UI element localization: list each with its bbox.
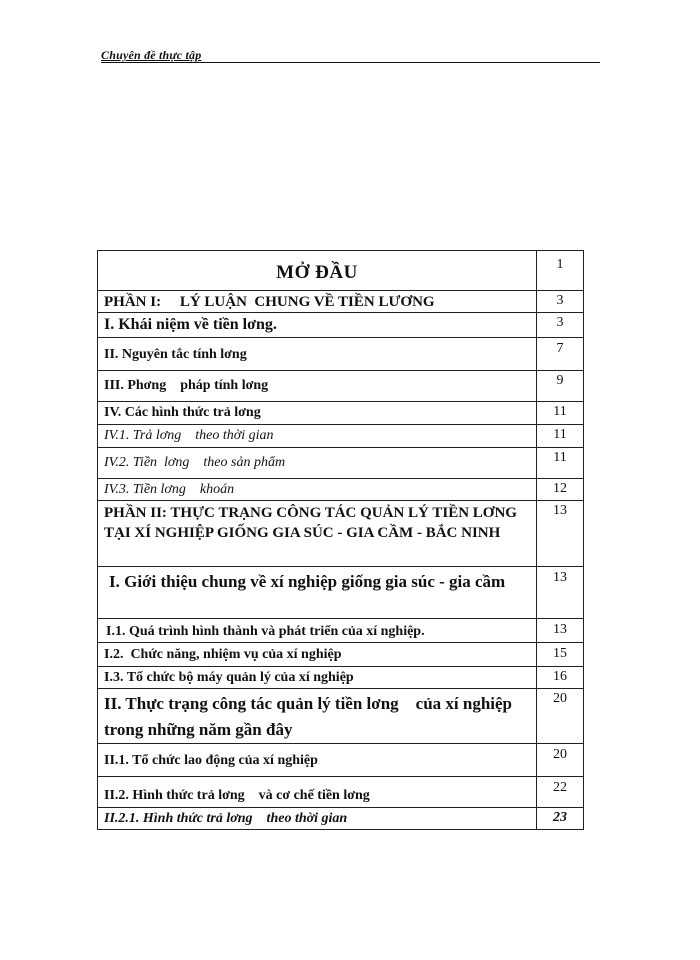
toc-title-cell	[98, 402, 537, 425]
toc-page-number: 11	[553, 404, 567, 419]
toc-page-cell	[537, 448, 584, 479]
toc-entry-title: I. Giới thiệu chung về xí nghiệp giống gia súc - gia cầm	[109, 572, 506, 591]
toc-page-cell	[537, 313, 584, 338]
toc-entry-title: IV.1. Trả lơng theo thời gian	[104, 428, 274, 443]
toc-row	[98, 643, 584, 667]
toc-page-number: 20	[553, 747, 567, 762]
toc-title-cell	[98, 744, 537, 777]
toc-row	[98, 777, 584, 808]
toc-page-cell	[537, 479, 584, 501]
toc-row	[98, 667, 584, 689]
toc-title-cell	[98, 448, 537, 479]
toc-entry-title: II. Nguyên tắc tính lơng	[104, 347, 247, 362]
toc-row	[98, 808, 584, 830]
toc-title-cell	[98, 338, 537, 371]
toc-page-cell	[537, 689, 584, 744]
toc-row	[98, 619, 584, 643]
toc-row	[98, 501, 584, 567]
toc-row	[98, 425, 584, 448]
toc-row	[98, 251, 584, 291]
toc-page-cell	[537, 291, 584, 313]
toc-entry-title: PHẦN II: THỰC TRẠNG CÔNG TÁC QUẢN LÝ TIỀN LƠNG TẠI XÍ NGHIỆP GIỐNG GIA SÚC - GIA CẦM - BẮC NINH	[104, 505, 532, 541]
toc-page-cell	[537, 777, 584, 808]
toc-row	[98, 291, 584, 313]
toc-page-number: 9	[556, 373, 564, 388]
toc-title-cell	[98, 689, 537, 744]
toc-page-cell	[537, 744, 584, 777]
toc-page-cell	[537, 402, 584, 425]
toc-page-cell	[537, 567, 584, 619]
toc-entry-title: MỞ ĐẦU	[276, 262, 358, 283]
toc-title-cell	[98, 777, 537, 808]
toc-entry-title: I.1. Quá trình hình thành và phát triển của xí nghiệp.	[106, 624, 425, 639]
toc-page-number: 12	[553, 481, 567, 496]
toc-entry-title: IV.2. Tiền lơng theo sản phẩm	[104, 455, 286, 470]
toc-page-cell	[537, 501, 584, 567]
toc-entry-title: III. Phơng pháp tính lơng	[104, 378, 269, 393]
toc-title-cell	[98, 667, 537, 689]
toc-entry-title: II.2.1. Hình thức trả lơng theo thời gian	[104, 811, 348, 826]
toc-title-cell	[98, 371, 537, 402]
toc-page-cell	[537, 425, 584, 448]
toc-page-cell	[537, 643, 584, 667]
toc-title-cell	[98, 567, 537, 619]
toc-entry-title: IV.3. Tiền lơng khoán	[104, 482, 235, 497]
toc-row	[98, 744, 584, 777]
toc-page-number: 3	[556, 293, 564, 308]
toc-row	[98, 338, 584, 371]
header-title: Chuyên đề thực tập	[101, 48, 202, 62]
toc-page-cell	[537, 667, 584, 689]
toc-page-number: 13	[553, 503, 567, 518]
toc-entry-title: II.1. Tổ chức lao động của xí nghiệp	[104, 753, 318, 768]
toc-page-number: 1	[556, 257, 564, 272]
toc-entry-title: II.2. Hình thức trả lơng và cơ chế tiền lơng	[104, 788, 370, 803]
toc-title-cell	[98, 808, 537, 830]
toc-row	[98, 689, 584, 744]
toc-page-number: 23	[553, 810, 567, 825]
toc-page-number: 22	[553, 780, 567, 795]
table-of-contents	[97, 250, 584, 830]
toc-title-cell	[98, 501, 537, 567]
toc-entry-title: PHẦN I: LÝ LUẬN CHUNG VỀ TIỀN LƯƠNG	[104, 294, 435, 310]
toc-row	[98, 313, 584, 338]
toc-page-number: 20	[553, 691, 567, 706]
toc-title-cell	[98, 479, 537, 501]
toc-entry-title: I.2. Chức năng, nhiệm vụ của xí nghiệp	[104, 647, 342, 662]
toc-page-cell	[537, 619, 584, 643]
toc-title-cell	[98, 619, 537, 643]
toc-page-number: 13	[553, 570, 567, 585]
toc-page-cell	[537, 338, 584, 371]
toc-title-cell	[98, 425, 537, 448]
toc-title-cell	[98, 313, 537, 338]
toc-page-number: 3	[556, 315, 564, 330]
toc-page-number: 13	[553, 622, 567, 637]
toc-page-number: 7	[556, 341, 564, 356]
toc-title-cell	[98, 291, 537, 313]
toc-page-cell	[537, 371, 584, 402]
toc-entry-title: I.3. Tổ chức bộ máy quản lý của xí nghiệp	[104, 670, 354, 685]
toc-page-number: 15	[553, 646, 567, 661]
toc-row	[98, 479, 584, 501]
toc-entry-title: I. Khái niệm về tiền lơng.	[104, 316, 277, 333]
toc-page-number: 16	[553, 669, 567, 684]
toc-row	[98, 567, 584, 619]
page-header	[101, 44, 600, 63]
toc-entry-title: II. Thực trạng công tác quản lý tiền lơng của xí nghiệp trong những năm gần đây	[104, 694, 517, 739]
toc-title-cell	[98, 643, 537, 667]
toc-title-cell	[98, 251, 537, 291]
toc-row	[98, 371, 584, 402]
toc-page-number: 11	[553, 427, 567, 442]
toc-page-cell	[537, 251, 584, 291]
toc-row	[98, 402, 584, 425]
toc-row	[98, 448, 584, 479]
toc-entry-title: IV. Các hình thức trả lơng	[104, 405, 261, 420]
toc-page-cell	[537, 808, 584, 830]
toc-page-number: 11	[553, 450, 567, 465]
